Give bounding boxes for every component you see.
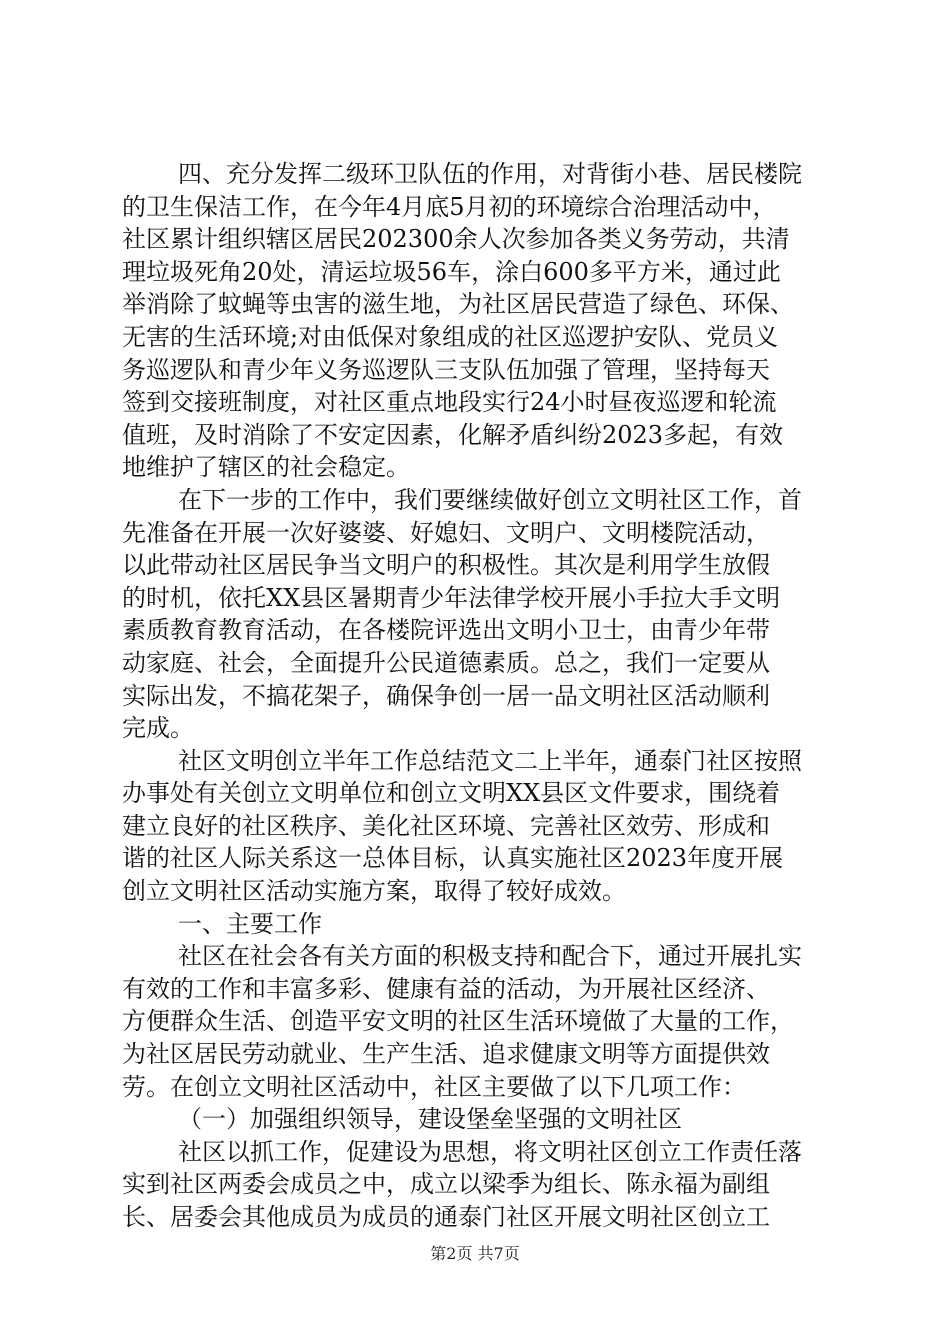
text-line: 有效的工作和丰富多彩、健康有益的活动，为开展社区经济、 (122, 974, 770, 1003)
text-line: （一）加强组织领导，建设堡垒坚强的文明社区 (178, 1105, 682, 1134)
text-line: 方便群众生活、创造平安文明的社区生活环境做了大量的工作， (122, 1007, 794, 1036)
text-line: 地维护了辖区的社会稳定。 (122, 453, 410, 482)
text-line: 一、主要工作 (178, 909, 322, 938)
text-line: 社区文明创立半年工作总结范文二上半年，通泰门社区按照 (178, 746, 802, 775)
text-line: 的时机，依托XX县区暑期青少年法律学校开展小手拉大手文明 (122, 583, 781, 612)
text-line: 建立良好的社区秩序、美化社区环境、完善社区效劳、形成和 (122, 811, 770, 840)
text-line: 为社区居民劳动就业、生产生活、追求健康文明等方面提供效 (122, 1040, 770, 1069)
text-line: 签到交接班制度，对社区重点地段实行24小时昼夜巡逻和轮流 (122, 388, 777, 417)
text-line: 长、居委会其他成员为成员的通泰门社区开展文明社区创立工 (122, 1203, 770, 1231)
text-line: 实到社区两委会成员之中，成立以梁季为组长、陈永福为副组 (122, 1170, 770, 1199)
text-line: 先准备在开展一次好婆婆、好媳妇、文明户、文明楼院活动， (122, 518, 770, 547)
text-line: 务巡逻队和青少年义务巡逻队三支队伍加强了管理，坚持每天 (122, 355, 770, 384)
document-body (122, 158, 832, 1234)
text-line: 劳。在创立文明社区活动中，社区主要做了以下几项工作： (122, 1072, 746, 1101)
text-line: 社区在社会各有关方面的积极支持和配合下，通过开展扎实 (178, 942, 802, 971)
text-line: 社区累计组织辖区居民202300余人次参加各类义务劳动，共清 (122, 225, 790, 254)
text-line: 的卫生保洁工作，在今年4月底5月初的环境综合治理活动中， (122, 192, 777, 221)
text-line: 值班，及时消除了不安定因素，化解矛盾纠纷2023多起，有效 (122, 420, 784, 449)
text-line: 实际出发，不搞花架子，确保争创一居一品文明社区活动顺利 (122, 681, 770, 710)
page-footer: 第2页 共7页 (430, 1244, 520, 1263)
text-line: 完成。 (122, 714, 194, 743)
text-line: 动家庭、社会，全面提升公民道德素质。总之，我们一定要从 (122, 648, 770, 677)
text-line: 理垃圾死角20处，清运垃圾56车，涂白600多平方米，通过此 (122, 257, 781, 286)
text-line: 谐的社区人际关系这一总体目标，认真实施社区2023年度开展 (122, 844, 784, 873)
text-line: 四、充分发挥二级环卫队伍的作用，对背街小巷、居民楼院 (178, 160, 802, 188)
text-line: 以此带动社区居民争当文明户的积极性。其次是利用学生放假 (122, 551, 770, 580)
text-line: 办事处有关创立文明单位和创立文明XX县区文件要求，围绕着 (122, 779, 781, 808)
text-line: 举消除了蚊蝇等虫害的滋生地，为社区居民营造了绿色、环保、 (122, 290, 794, 319)
text-line: 在下一步的工作中，我们要继续做好创立文明社区工作，首 (178, 485, 802, 514)
text-line: 无害的生活环境;对由低保对象组成的社区巡逻护安队、党员义 (122, 322, 779, 351)
text-line: 素质教育教育活动，在各楼院评选出文明小卫士，由青少年带 (122, 616, 770, 645)
text-line: 创立文明社区活动实施方案，取得了较好成效。 (122, 877, 626, 906)
text-line: 社区以抓工作，促建设为思想，将文明社区创立工作责任落 (178, 1137, 802, 1166)
